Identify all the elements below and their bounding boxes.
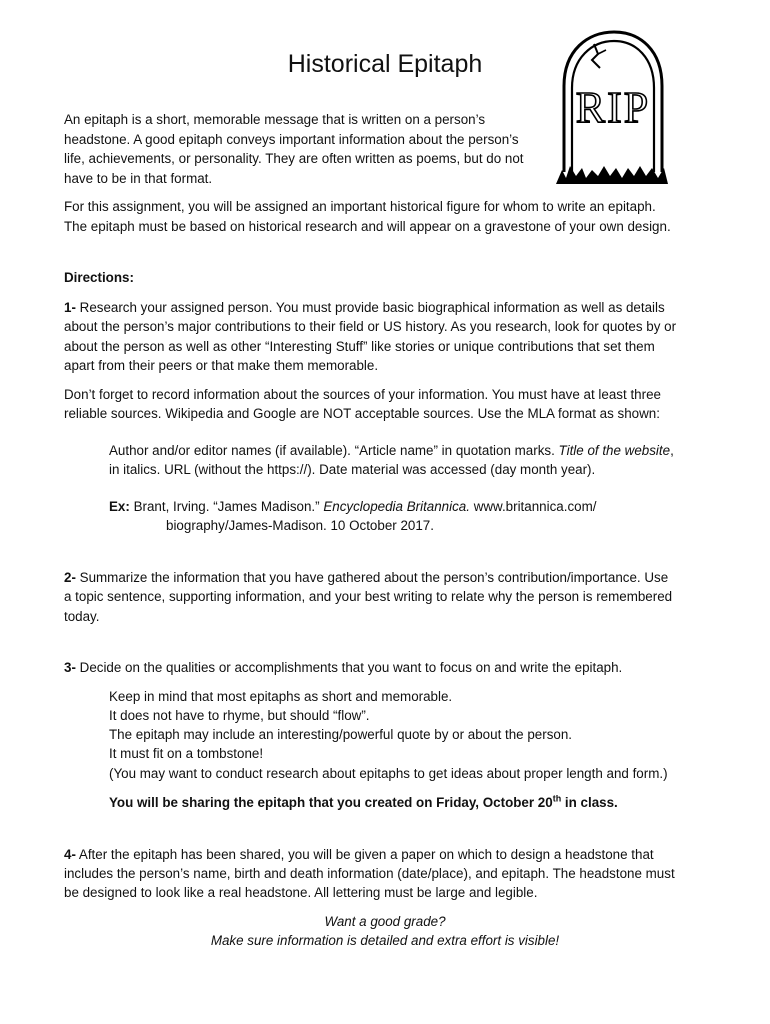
step-line: includes the person’s name, birth and death information (date/place), and epitaph. The headstone must xyxy=(64,866,675,881)
share-text: You will be sharing the epitaph that you created on Friday, October 20 xyxy=(109,795,553,810)
mla-text: , xyxy=(670,443,674,458)
step-line: today. xyxy=(64,609,100,624)
step-line: a topic sentence, supporting information, and your best writing to relate why the person is remembered xyxy=(64,589,673,604)
sources-line: Don’t forget to record information about the sources of your information. You must have at least three xyxy=(64,387,661,402)
mla-italic-text: Title of the website xyxy=(558,443,671,458)
step-line: about the person’s major contributions to their field or US history. As you research, look for quotes by or xyxy=(64,319,677,334)
intro-line: headstone. A good epitaph conveys important information about the person’s xyxy=(64,132,519,147)
step-line: about the person as well as other “Interesting Stuff” like stories or unique contributions that set them xyxy=(64,339,655,354)
step-text: Summarize the information that you have gathered about the person’s contribution/importance. Use xyxy=(75,570,669,585)
tip-line: Keep in mind that most epitaphs as short and memorable. xyxy=(109,689,453,704)
page-title: Historical Epitaph xyxy=(287,50,483,78)
intro-line: An epitaph is a short, memorable message that is written on a person’s xyxy=(64,112,486,127)
closing-line: Make sure information is detailed and extra effort is visible! xyxy=(210,933,560,948)
example-text: Brant, Irving. “James Madison.” xyxy=(129,499,324,514)
tip-line: The epitaph may include an interesting/powerful quote by or about the person. xyxy=(109,727,573,742)
step-number: 4- xyxy=(64,847,76,862)
example-text: www.britannica.com/ xyxy=(469,499,597,514)
mla-line: in italics. URL (without the https://). Date material was accessed (day month year). xyxy=(109,462,596,477)
tombstone-illustration xyxy=(554,26,672,188)
example-label: Ex: xyxy=(109,499,130,514)
mla-line xyxy=(109,441,674,461)
mla-text: Author and/or editor names (if available). “Article name” in quotation marks. xyxy=(109,443,559,458)
step-text: Research your assigned person. You must provide basic biographical information as well as details xyxy=(75,300,665,315)
sources-line: reliable sources. Wikipedia and Google are NOT acceptable sources. Use the MLA format as shown: xyxy=(64,406,660,421)
assignment-line: The epitaph must be based on historical research and will appear on a gravestone of your own design. xyxy=(64,219,671,234)
step-line xyxy=(64,568,668,588)
step-line: apart from their peers or that make them memorable. xyxy=(64,358,379,373)
example-line xyxy=(109,497,596,517)
intro-line: life, achievements, or personality. They are often written as poems, but do not xyxy=(64,151,524,166)
directions-heading: Directions: xyxy=(64,270,134,285)
step-text: After the epitaph has been shared, you will be given a paper on which to design a headstone that xyxy=(75,847,654,862)
share-superscript: th xyxy=(552,793,562,804)
step-line xyxy=(64,845,654,865)
assignment-line: For this assignment, you will be assigned an important historical figure for whom to write an epitaph. xyxy=(64,199,656,214)
step-number: 1- xyxy=(64,300,76,315)
tip-line: It does not have to rhyme, but should “flow”. xyxy=(109,708,370,723)
step-number: 2- xyxy=(64,570,76,585)
rip-text: RIP xyxy=(575,83,651,132)
example-line: biography/James-Madison. 10 October 2017. xyxy=(166,518,434,533)
closing-line: Want a good grade? xyxy=(324,914,446,929)
share-date-line xyxy=(109,793,618,813)
tip-line: It must fit on a tombstone! xyxy=(109,746,264,761)
intro-line: have to be in that format. xyxy=(64,171,213,186)
tip-line: (You may want to conduct research about epitaphs to get ideas about proper length and form.) xyxy=(109,766,668,781)
step-text: Decide on the qualities or accomplishments that you want to focus on and write the epitaph. xyxy=(75,660,623,675)
example-italic-text: Encyclopedia Britannica. xyxy=(323,499,470,514)
step-line xyxy=(64,298,665,318)
step-number: 3- xyxy=(64,660,76,675)
share-text: in class. xyxy=(561,795,618,810)
step-line: be designed to look like a real headstone. All lettering must be large and legible. xyxy=(64,885,538,900)
step-line xyxy=(64,658,622,678)
